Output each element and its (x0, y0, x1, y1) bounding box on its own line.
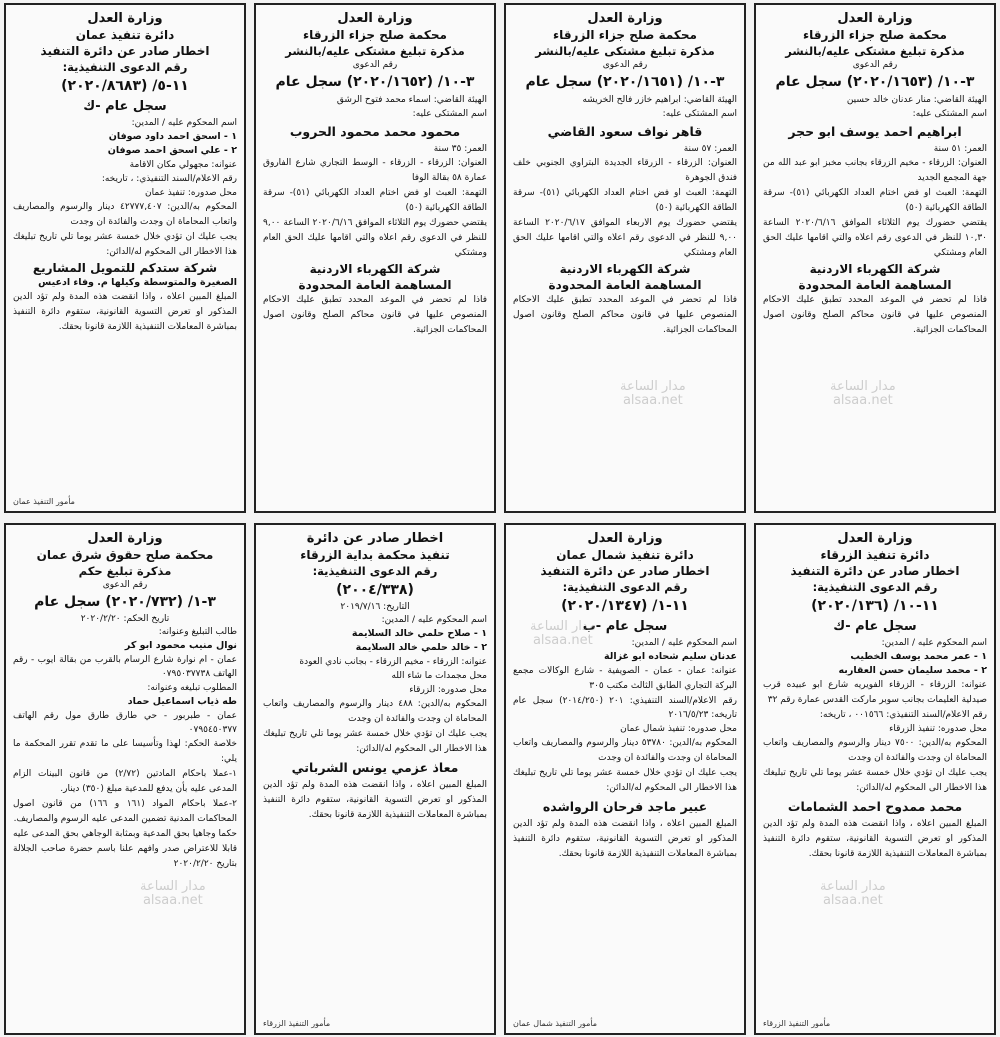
notice-line-body-text: يقتضي حضورك يوم الثلاثاء الموافق ٢٠٢٠/٦/١٦ الساعة ٩,٠٠ للنظر في الدعوى رقم اعلاه والتي اقامها عليك الحق العام ومشتكي (263, 218, 487, 258)
watermark-ar: مدار الساعة (140, 879, 206, 894)
notice-line-line: اسم المشتكى عليه: (912, 109, 987, 119)
notice-line-bold-line: ٢ - خالد حلمي خالد السلايمة (355, 642, 487, 653)
legal-notice (254, 3, 496, 513)
notice-line-body-text: يقتضي حضورك يوم الثلاثاء الموافق ٢٠٢٠/٦/١٦ الساعة ١٠,٣٠ للنظر في الدعوى رقم اعلاه والتي اقامها عليك الحق العام ومشتكي (763, 218, 987, 258)
notice-line-bold-line: ٢ - علي اسحق احمد صوفان (107, 145, 237, 156)
watermark-en: alsaa.net (832, 393, 893, 408)
legal-notice (504, 3, 746, 513)
notice-line-body-text: العنوان: الزرقاء - الزرقاء - الوسط التجاري شارع الفاروق عمارة ٥٨ بقالة الوفا (263, 158, 487, 183)
watermark-ar: مدار الساعة (820, 879, 886, 894)
notice-line-body-text: عنوانه: الزرقاء - الزرقاء الفويريه شارع ابو عبيده قرب صيدلية العليمات بجانب سوبر ماركت القدس عمارة رقم ٣٢ (763, 680, 987, 705)
watermark-ar: مدار الساعة (620, 379, 686, 394)
notice-footer: مأمور التنفيذ الزرقاء (763, 1019, 831, 1028)
notice-line-h2: محكمة صلح جزاء الزرقاء (553, 28, 697, 42)
notice-line-h3: مذكرة تبليغ مشتكى عليه/بالنشر (285, 44, 465, 58)
notice-line-line: اسم المشتكى عليه: (662, 109, 737, 119)
notice-line-body-text: يجب عليك ان تؤدي خلال خمسة عشر يوما تلي تاريخ تبليغك هذا الاخطار الى المحكوم له/الدائن: (763, 768, 987, 793)
notice-line-case: ١١-٥/ (٢٠٢٠/٨٦٨٣) (61, 78, 189, 94)
notice-footer: مأمور التنفيذ عمان (13, 497, 75, 506)
notice-line-h1: وزارة العدل (837, 531, 913, 546)
notice-line-small-center: رقم الدعوى (352, 60, 398, 70)
notice-line-body-text: عنوانه: عمان - عمان - الصويفية - شارع الوكالات مجمع البركة التجاري الطابق الثالث مكتب ٣٠٥ (513, 666, 737, 691)
notice-line-body-text: خلاصة الحكم: لهذا وتأسيسا على ما تقدم تقرر المحكمة ما يلي: (13, 739, 237, 764)
notice-line-line: اسم المشتكى عليه: (412, 109, 487, 119)
notice-line-h1: وزارة العدل (337, 11, 413, 26)
notice-line-small-center: رقم الدعوى (102, 580, 148, 590)
notice-line-bold-line: ٢ - محمد سليمان حسن العقاربه (838, 665, 987, 676)
notice-line-company: شركة الكهرباء الاردنية (559, 262, 691, 276)
notice-line-h3: مذكرة تبليغ حكم (78, 564, 172, 578)
notice-line-name: معاذ عزمي يونس الشرباتي (291, 760, 459, 775)
notice-line-h1: وزارة العدل (87, 11, 163, 26)
watermark-ar: مدار الساعة (830, 379, 896, 394)
notice-line-h2: دائرة تنفيذ شمال عمان (556, 548, 694, 562)
legal-notice (4, 523, 246, 1035)
notice-line-bold-line: طه ذياب اسماعيل حماد (127, 696, 237, 707)
notice-line-company: شركة الكهرباء الاردنية (809, 262, 941, 276)
notice-line-h3: رقم الدعوى التنفيذية: (562, 580, 688, 594)
notice-line-body-text: فاذا لم تحضر في الموعد المحدد تطبق عليك الاحكام المنصوص عليها في قانون محاكم الصلح وقانون اصول المحاكمات الجزائية. (263, 295, 487, 335)
notice-line-line: الهيئة القاضي: منار عدنان خالد حسين (846, 95, 987, 105)
notice-line-body-text: العنوان: الزرقاء - مخيم الزرقاء بجانب مخبز ابو عبد الله من جهة المجمع الجديد (763, 158, 987, 183)
notice-line-line: عنوانه: الزرقاء - مخيم الزرقاء - بجانب نادي العودة (299, 657, 487, 667)
notice-line-h2: اخطار صادر عن دائرة التنفيذ (40, 44, 210, 58)
notice-line-line: محل صدوره: الزرقاء (409, 685, 487, 695)
notice-line-h3: مذكرة تبليغ مشتكى عليه/بالنشر (535, 44, 715, 58)
watermark-ar: مدار الساعة (530, 619, 596, 634)
notice-line-small-center: تاريخ الحكم: ٢٠٢٠/٢/٢٠ (80, 614, 170, 624)
notice-line-body-text: العنوان: الزرقاء - الزرقاء الجديدة البتراوي الجنوبي خلف فندق الجوهرة (513, 158, 737, 183)
notice-line-reg: سجل عام -ك (833, 619, 917, 634)
notice-line-body-text: التهمة: العبث او فض اختام العداد الكهربائي (٥١)- سرقة الطاقة الكهربائية (٥٠) (513, 188, 737, 213)
notice-line-h2: دائرة تنفيذ الزرقاء (820, 548, 930, 562)
notice-line-line: المطلوب تبليغه وعنوانه: (147, 683, 237, 693)
notice-line-h2: اخطار صادر عن دائرة التنفيذ (540, 564, 710, 578)
notice-line-company: المساهمة العامة المحدودة (798, 278, 952, 292)
notice-line-bold-line: عدنان سليم شحاده ابو غزالة (604, 651, 737, 662)
notice-line-small-center: رقم الدعوى (602, 60, 648, 70)
notice-line-body-text: يجب عليك ان تؤدي خلال خمسة عشر يوما تلي تاريخ تبليغك هذا الاخطار الى المحكوم له/الدائن: (13, 232, 237, 257)
notice-line-h1: وزارة العدل (587, 11, 663, 26)
notice-line-line: محل صدوره: تنفيذ عمان (145, 188, 237, 198)
notice-line-body-text: المحكوم به/الدين: ٧٥٠٠ دينار والرسوم والمصاريف واتعاب المحاماة ان وجدت والفائدة ان وجدت (763, 738, 988, 763)
notice-line-h1: اخطار صادر عن دائرة (306, 531, 444, 546)
notice-line-h3: رقم الدعوى التنفيذية: (812, 580, 938, 594)
notice-footer: مأمور التنفيذ الزرقاء (263, 1019, 331, 1028)
notice-line-line: اسم المحكوم عليه / المدين: (881, 638, 987, 648)
notice-line-h2: تنفيذ محكمة بداية الزرقاء (300, 548, 450, 562)
notice-line-h2: محكمة صلح جزاء الزرقاء (303, 28, 447, 42)
notice-line-body-text: المحكوم به/الدين: ٥٣٧٨٠ دينار والرسوم والمصاريف واتعاب المحاماة ان وجدت والفائدة ان وجدت (513, 738, 738, 763)
notice-line-line: الهيئة القاضي: اسماء محمد فتوح الرشق (336, 95, 487, 105)
notice-line-small-center: التاريخ: ٢٠١٩/٧/١٦ (340, 602, 410, 612)
notice-line-h1: وزارة العدل (587, 531, 663, 546)
notice-line-bold-line: ١ - عمر محمد يوسف الخطيب (850, 651, 987, 662)
notice-line-case: ١١-١٠/ (٢٠٢٠/١٣٦) (811, 598, 939, 614)
notice-line-small-center: رقم الدعوى (852, 60, 898, 70)
notice-line-company: شركة ستدكم للتمويل المشاريع (32, 261, 218, 275)
legal-notice (754, 3, 996, 513)
notice-line-body-text: المحكوم به/الدين: ٤٢٧٧٧,٤٠٧ دينار والرسوم والمصاريف واتعاب المحاماة ان وجدت والفائدة ان وجدت (13, 202, 237, 227)
notice-line-line: اسم المحكوم عليه / المدين: (131, 118, 237, 128)
notice-line-name: ابراهيم احمد يوسف ابو حجر (788, 124, 962, 139)
notice-line-reg: سجل عام -ب (582, 619, 668, 634)
notice-line-line: طالب التبليغ وعنوانه: (158, 627, 237, 637)
notice-line-line: العمر: ٣٥ سنة (433, 144, 487, 154)
notice-line-line: محل صدوره: تنفيذ شمال عمان (620, 724, 737, 734)
notice-line-line: رقم الاعلام/السند التنفيذي: ، تاريخه: (101, 174, 237, 184)
notice-line-company: المساهمة العامة المحدودة (298, 278, 452, 292)
notice-line-bold-line: نوال منيب محمود ابو كر (124, 640, 237, 651)
notice-line-line: محل مجمدات ما شاء الله (391, 671, 487, 681)
notice-line-h3: رقم الدعوى التنفيذية: (62, 60, 188, 74)
notice-line-line: رقم الاعلام/السند التنفيذي: ٠٠١٥٦٦ ، تاريخه: (819, 710, 987, 720)
notice-line-case: ٣-١٠/ (٢٠٢٠/١٦٥١) سجل عام (525, 74, 725, 90)
notice-line-line: الهيئة القاضي: ابراهيم خازر فالح الخريشه (582, 95, 737, 105)
notice-line-line: رقم الاعلام/السند التنفيذي: ٢٠١ (٢٠١٤/٢٥٠) سجل عام تاريخه: ٢٠١٦/٥/٢٣ (513, 696, 738, 720)
notice-line-body-text: التهمة: العبث او فض اختام العداد الكهربائي (٥١)- سرقة الطاقة الكهربائية (٥٠) (263, 188, 487, 213)
watermark-en: alsaa.net (142, 893, 203, 908)
legal-notice (504, 523, 746, 1035)
notice-line-body-text: فاذا لم تحضر في الموعد المحدد تطبق عليك الاحكام المنصوص عليها في قانون محاكم الصلح وقانون اصول المحاكمات الجزائية. (513, 295, 737, 335)
notice-line-line: اسم المحكوم عليه / المدين: (381, 615, 487, 625)
notice-line-body-text: المبلغ المبين اعلاه ، واذا انقضت هذه المدة ولم تؤد الدين المذكور او تعرض التسوية القانونية، ستقوم دائرة التنفيذ بمباشرة المعاملات التنفيذية اللازمة قانونا بحقك. (513, 819, 737, 859)
notice-line-case: (٢٠٠٤/٣٣٨) (336, 582, 414, 598)
notice-line-body-text: ١-عملا باحكام المادتين (٢/٧٢) من قانون البينات الزام المدعى عليه بأن يدفع للمدعية مبلغ (٣٥٠) دينار. (13, 769, 237, 794)
notice-line-line: اسم المحكوم عليه / المدين: (631, 638, 737, 648)
notice-line-body-text: المحكوم به/الدين: ٤٨٨ دينار والرسوم والمصاريف واتعاب المحاماة ان وجدت والفائدة ان وجدت (263, 699, 488, 724)
notice-footer: مأمور التنفيذ شمال عمان (513, 1019, 598, 1028)
notice-line-body-text: التهمة: العبث او فض اختام العداد الكهربائي (٥١)- سرقة الطاقة الكهربائية (٥٠) (763, 188, 987, 213)
notice-line-line: عنوانه: مجهولي مكان الاقامة (129, 160, 237, 170)
notice-line-h1: وزارة العدل (837, 11, 913, 26)
notice-line-name: محمد ممدوح احمد الشمامات (787, 799, 963, 814)
watermark-en: alsaa.net (622, 393, 683, 408)
notice-line-line: عمان - طبربور - حي طارق طارق مول رقم الهاتف ٠٧٩٥٤٥٠٣٧٧ (13, 711, 237, 735)
notice-line-bold-line: ١ - اسحق احمد داود صوفان (108, 131, 237, 142)
notice-line-line: محل صدوره: تنفيذ الزرقاء (889, 724, 987, 734)
legal-notice (254, 523, 496, 1035)
notice-line-body-text: يجب عليك ان تؤدي خلال خمسة عشر يوما تلي تاريخ تبليغك هذا الاخطار الى المحكوم له/الدائن: (263, 729, 487, 754)
notice-line-h2: محكمة صلح جزاء الزرقاء (803, 28, 947, 42)
watermark-en: alsaa.net (822, 893, 883, 908)
notice-line-case: ٣-١/ (٢٠٢٠/٧٣٢) سجل عام (34, 594, 216, 610)
notice-line-name: محمود محمد محمود الحروب (289, 124, 461, 139)
notice-line-line: العمر: ٥٧ سنة (683, 144, 737, 154)
notice-line-reg: سجل عام -ك (83, 99, 167, 114)
notice-line-case: ٣-١٠/ (٢٠٢٠/١٦٥٢) سجل عام (275, 74, 475, 90)
notice-line-body-text: المبلغ المبين اعلاه ، واذا انقضت هذه المدة ولم تؤد الدين المذكور او تعرض التسوية القانونية، ستقوم دائرة التنفيذ بمباشرة المعاملات التنفيذية اللازمة قانونا بحقك. (263, 780, 487, 820)
notice-line-body-text: المبلغ المبين اعلاه ، واذا انقضت هذه المدة ولم تؤد الدين المذكور او تعرض التسوية القانونية، ستقوم دائرة التنفيذ بمباشرة المعاملات التنفيذية اللازمة قانونا بحقك. (763, 819, 987, 859)
notice-line-body-text: فاذا لم تحضر في الموعد المحدد تطبق عليك الاحكام المنصوص عليها في قانون محاكم الصلح وقانون اصول المحاكمات الجزائية. (763, 295, 987, 335)
notice-line-h2: محكمة صلح حقوق شرق عمان (36, 548, 214, 562)
notice-line-line: العمر: ٥١ سنة (933, 144, 987, 154)
notice-line-body-text: يجب عليك ان تؤدي خلال خمسة عشر يوما تلي تاريخ تبليغك هذا الاخطار الى المحكوم له/الدائن: (513, 768, 737, 793)
watermark-en: alsaa.net (532, 633, 593, 648)
legal-notice (754, 523, 996, 1035)
notice-line-h3: رقم الدعوى التنفيذية: (312, 564, 438, 578)
notice-line-line: عمان - ام نوارة شارع الرسام بالقرب من بقالة ايوب - رقم الهاتف ٠٧٩٥٠٣٧٧٣٨ (13, 655, 237, 679)
notice-line-case: ٣-١٠/ (٢٠٢٠/١٦٥٣) سجل عام (775, 74, 975, 90)
notice-line-h3: مذكرة تبليغ مشتكى عليه/بالنشر (785, 44, 965, 58)
notice-line-bold-line: ١ - صلاح حلمي خالد السلايمة (351, 628, 487, 639)
notice-line-bold-line: الصغيرة والمتوسطة وكيلها م. وفاء ادعيس (38, 277, 237, 288)
notice-line-body-text: حكما وجاهيا بحق المدعية وبمثابة الوجاهي بحق المدعى عليه قابلا للاعتراض صدر وافهم علنا باسم حضرة صاحب الجلالة بتاريخ ٢٠٢٠/٢/٢٠ (13, 829, 237, 869)
notice-line-name: قاهر نواف سعود القاضي (547, 124, 703, 139)
notice-line-body-text: المبلغ المبين اعلاه ، واذا انقضت هذه المدة ولم تؤد الدين المذكور او تعرض التسوية القانونية، ستقوم دائرة التنفيذ بمباشرة المعاملات التنفيذية اللازمة قانونا بحقك. (13, 292, 237, 332)
notice-line-case: ١١-١/ (٢٠٢٠/١٣٤٧) (561, 598, 689, 614)
legal-notice (4, 3, 246, 513)
notice-line-body-text: ٢-عملا باحكام المواد (١٦١ و ١٦٦) من قانون اصول المحاكمات المدنية تضمين المدعى عليه الرسوم والمصاريف. (13, 799, 237, 824)
notice-line-body-text: يقتضي حضورك يوم الاربعاء الموافق ٢٠٢٠/٦/١٧ الساعة ٩,٠٠ للنظر في الدعوى رقم اعلاه والتي اقامها عليك الحق العام ومشتكي (513, 218, 737, 258)
notice-line-company: المساهمة العامة المحدودة (548, 278, 702, 292)
notice-line-h1: وزارة العدل (87, 531, 163, 546)
notice-line-h2: اخطار صادر عن دائرة التنفيذ (790, 564, 960, 578)
notice-line-company: شركة الكهرباء الاردنية (309, 262, 441, 276)
notice-line-h2: دائرة تنفيذ عمان (75, 28, 175, 42)
notice-line-name: عبير ماجد فرحان الرواشده (542, 799, 708, 814)
